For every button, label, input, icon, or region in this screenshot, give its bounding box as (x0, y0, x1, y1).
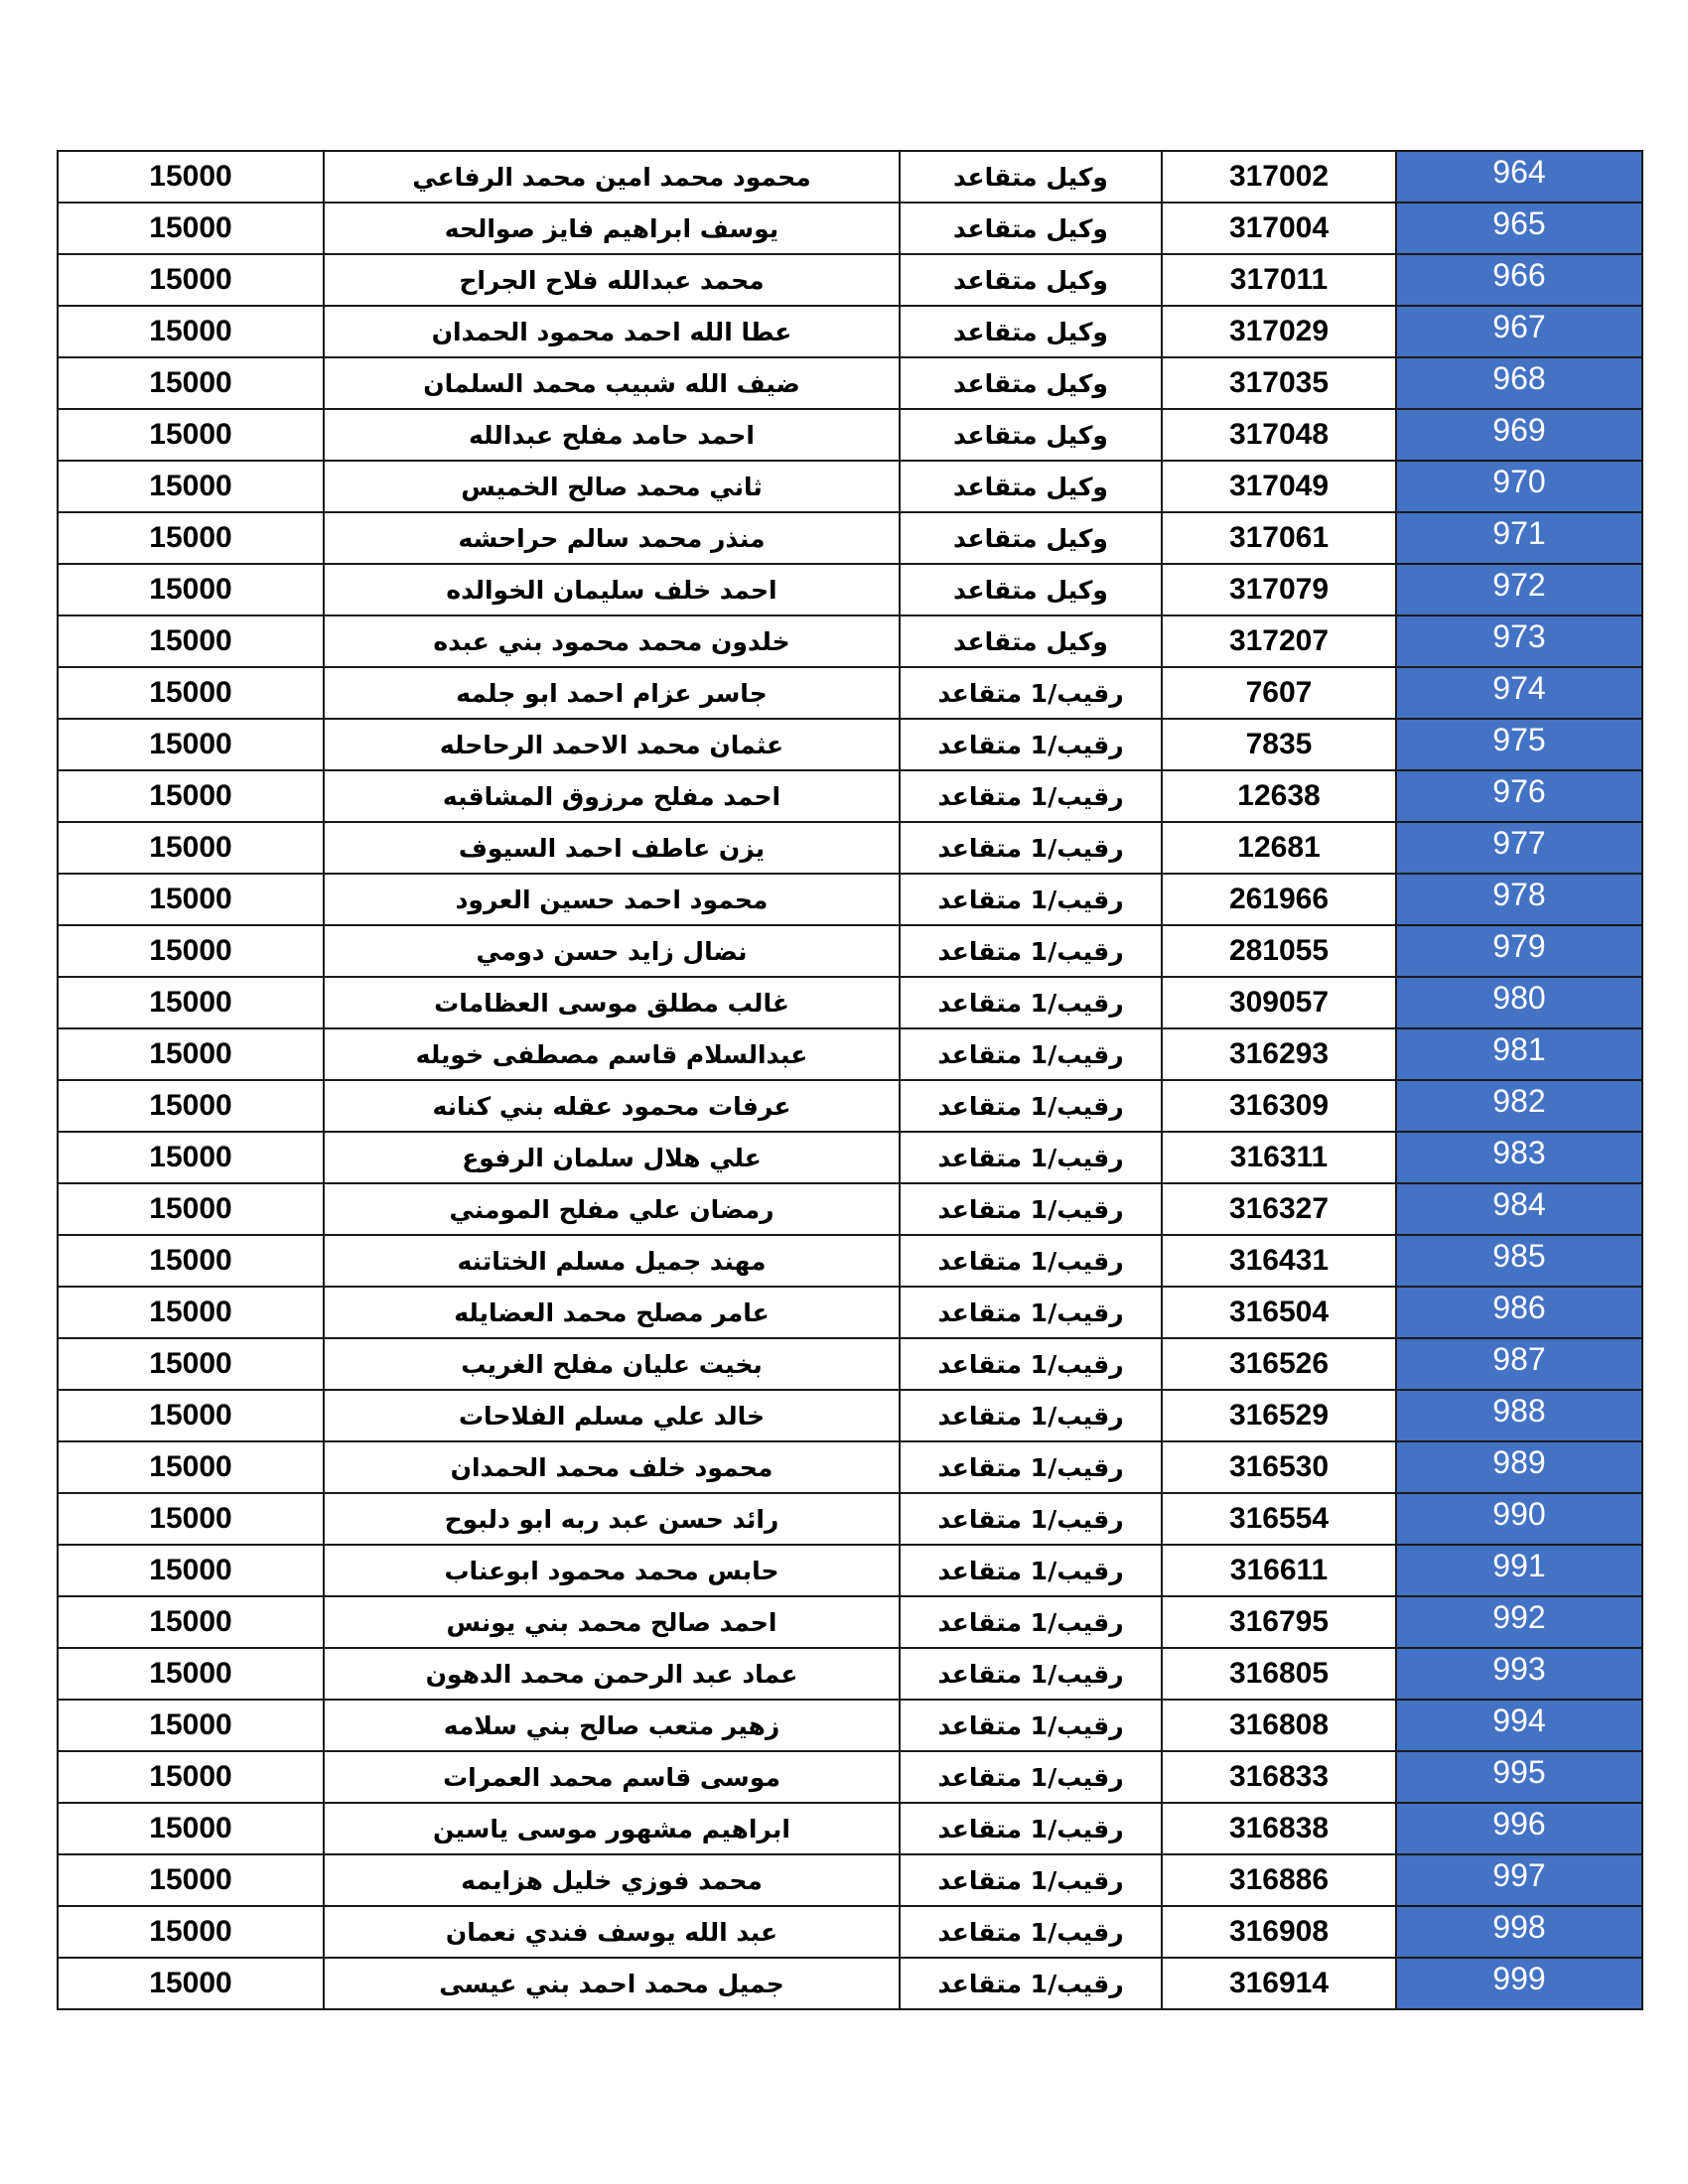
name-cell: رمضان علي مفلح المومني (324, 1183, 900, 1235)
table-row (58, 1028, 1642, 1080)
sequence-number-cell: 975 (1396, 719, 1642, 770)
id-number-cell: 316908 (1162, 1906, 1396, 1958)
sequence-number-cell: 972 (1396, 564, 1642, 615)
amount-cell: 15000 (58, 1287, 324, 1338)
amount-cell: 15000 (58, 1390, 324, 1441)
name-cell: نضال زايد حسن دومي (324, 925, 900, 977)
name-cell: مهند جميل مسلم الختاتنه (324, 1235, 900, 1287)
amount-cell: 15000 (58, 1958, 324, 2009)
amount-cell: 15000 (58, 1080, 324, 1132)
amount-cell: 15000 (58, 667, 324, 719)
rank-cell: وكيل متقاعد (900, 254, 1162, 306)
table-row (58, 1338, 1642, 1390)
name-cell: عبدالسلام قاسم مصطفى خويله (324, 1028, 900, 1080)
id-number-cell: 316431 (1162, 1235, 1396, 1287)
sequence-number-cell: 983 (1396, 1132, 1642, 1183)
sequence-number-cell: 978 (1396, 874, 1642, 925)
table-row (58, 1287, 1642, 1338)
amount-cell: 15000 (58, 1132, 324, 1183)
amount-cell: 15000 (58, 719, 324, 770)
name-cell: احمد صالح محمد بني يونس (324, 1596, 900, 1648)
table-row (58, 409, 1642, 461)
sequence-number-cell: 979 (1396, 925, 1642, 977)
sequence-number-cell: 977 (1396, 822, 1642, 874)
rank-cell: رقيب/1 متقاعد (900, 1648, 1162, 1700)
name-cell: حابس محمد محمود ابوعناب (324, 1545, 900, 1596)
sequence-number-cell: 968 (1396, 357, 1642, 409)
rank-cell: رقيب/1 متقاعد (900, 874, 1162, 925)
sequence-number-cell: 995 (1396, 1751, 1642, 1803)
name-cell: عطا الله احمد محمود الحمدان (324, 306, 900, 357)
name-cell: احمد حامد مفلح عبدالله (324, 409, 900, 461)
retirees-table (57, 150, 1643, 2010)
name-cell: عرفات محمود عقله بني كنانه (324, 1080, 900, 1132)
id-number-cell: 316504 (1162, 1287, 1396, 1338)
table-row (58, 564, 1642, 615)
id-number-cell: 316309 (1162, 1080, 1396, 1132)
id-number-cell: 316530 (1162, 1441, 1396, 1493)
table-row (58, 977, 1642, 1028)
id-number-cell: 12638 (1162, 770, 1396, 822)
sequence-number-cell: 994 (1396, 1700, 1642, 1751)
rank-cell: وكيل متقاعد (900, 357, 1162, 409)
name-cell: خلدون محمد محمود بني عبده (324, 615, 900, 667)
name-cell: ابراهيم مشهور موسى ياسين (324, 1803, 900, 1854)
id-number-cell: 317079 (1162, 564, 1396, 615)
name-cell: احمد خلف سليمان الخوالده (324, 564, 900, 615)
table-row (58, 874, 1642, 925)
sequence-number-cell: 970 (1396, 461, 1642, 512)
table-row (58, 1080, 1642, 1132)
sequence-number-cell: 971 (1396, 512, 1642, 564)
id-number-cell: 316554 (1162, 1493, 1396, 1545)
rank-cell: وكيل متقاعد (900, 461, 1162, 512)
table-row (58, 512, 1642, 564)
rank-cell: رقيب/1 متقاعد (900, 1751, 1162, 1803)
rank-cell: رقيب/1 متقاعد (900, 667, 1162, 719)
sequence-number-cell: 964 (1396, 151, 1642, 203)
table-row (58, 357, 1642, 409)
sequence-number-cell: 991 (1396, 1545, 1642, 1596)
rank-cell: وكيل متقاعد (900, 512, 1162, 564)
rank-cell: رقيب/1 متقاعد (900, 925, 1162, 977)
rank-cell: رقيب/1 متقاعد (900, 1028, 1162, 1080)
sequence-number-cell: 973 (1396, 615, 1642, 667)
id-number-cell: 316311 (1162, 1132, 1396, 1183)
name-cell: موسى قاسم محمد العمرات (324, 1751, 900, 1803)
amount-cell: 15000 (58, 1493, 324, 1545)
table-row (58, 461, 1642, 512)
rank-cell: رقيب/1 متقاعد (900, 1080, 1162, 1132)
table-row (58, 1545, 1642, 1596)
table-row (58, 306, 1642, 357)
name-cell: جاسر عزام احمد ابو جلمه (324, 667, 900, 719)
sequence-number-cell: 988 (1396, 1390, 1642, 1441)
sequence-number-cell: 999 (1396, 1958, 1642, 2009)
rank-cell: رقيب/1 متقاعد (900, 1596, 1162, 1648)
table-row (58, 254, 1642, 306)
sequence-number-cell: 993 (1396, 1648, 1642, 1700)
table-row (58, 719, 1642, 770)
name-cell: منذر محمد سالم حراحشه (324, 512, 900, 564)
amount-cell: 15000 (58, 822, 324, 874)
rank-cell: وكيل متقاعد (900, 306, 1162, 357)
table-row (58, 1183, 1642, 1235)
amount-cell: 15000 (58, 1028, 324, 1080)
amount-cell: 15000 (58, 1183, 324, 1235)
id-number-cell: 317002 (1162, 151, 1396, 203)
name-cell: علي هلال سلمان الرفوع (324, 1132, 900, 1183)
rank-cell: رقيب/1 متقاعد (900, 1545, 1162, 1596)
amount-cell: 15000 (58, 1648, 324, 1700)
amount-cell: 15000 (58, 254, 324, 306)
rank-cell: رقيب/1 متقاعد (900, 1338, 1162, 1390)
name-cell: غالب مطلق موسى العظامات (324, 977, 900, 1028)
sequence-number-cell: 976 (1396, 770, 1642, 822)
sequence-number-cell: 984 (1396, 1183, 1642, 1235)
name-cell: ضيف الله شبيب محمد السلمان (324, 357, 900, 409)
rank-cell: وكيل متقاعد (900, 203, 1162, 254)
sequence-number-cell: 992 (1396, 1596, 1642, 1648)
sequence-number-cell: 980 (1396, 977, 1642, 1028)
table-row (58, 1132, 1642, 1183)
amount-cell: 15000 (58, 306, 324, 357)
sequence-number-cell: 986 (1396, 1287, 1642, 1338)
id-number-cell: 316526 (1162, 1338, 1396, 1390)
amount-cell: 15000 (58, 1803, 324, 1854)
id-number-cell: 316914 (1162, 1958, 1396, 2009)
sequence-number-cell: 990 (1396, 1493, 1642, 1545)
sequence-number-cell: 982 (1396, 1080, 1642, 1132)
amount-cell: 15000 (58, 564, 324, 615)
name-cell: جميل محمد احمد بني عيسى (324, 1958, 900, 2009)
rank-cell: رقيب/1 متقاعد (900, 1958, 1162, 2009)
id-number-cell: 309057 (1162, 977, 1396, 1028)
table-row (58, 925, 1642, 977)
table-row (58, 151, 1642, 203)
sequence-number-cell: 987 (1396, 1338, 1642, 1390)
amount-cell: 15000 (58, 1545, 324, 1596)
sequence-number-cell: 969 (1396, 409, 1642, 461)
id-number-cell: 12681 (1162, 822, 1396, 874)
name-cell: عماد عبد الرحمن محمد الدهون (324, 1648, 900, 1700)
name-cell: محمد فوزي خليل هزايمه (324, 1854, 900, 1906)
rank-cell: رقيب/1 متقاعد (900, 1854, 1162, 1906)
sequence-number-cell: 985 (1396, 1235, 1642, 1287)
id-number-cell: 317011 (1162, 254, 1396, 306)
name-cell: احمد مفلح مرزوق المشاقبه (324, 770, 900, 822)
table-row (58, 203, 1642, 254)
amount-cell: 15000 (58, 874, 324, 925)
sequence-number-cell: 998 (1396, 1906, 1642, 1958)
rank-cell: رقيب/1 متقاعد (900, 1906, 1162, 1958)
sequence-number-cell: 989 (1396, 1441, 1642, 1493)
id-number-cell: 316838 (1162, 1803, 1396, 1854)
amount-cell: 15000 (58, 1596, 324, 1648)
rank-cell: وكيل متقاعد (900, 409, 1162, 461)
table-row (58, 1751, 1642, 1803)
id-number-cell: 317035 (1162, 357, 1396, 409)
amount-cell: 15000 (58, 1854, 324, 1906)
sequence-number-cell: 965 (1396, 203, 1642, 254)
name-cell: ثاني محمد صالح الخميس (324, 461, 900, 512)
amount-cell: 15000 (58, 203, 324, 254)
id-number-cell: 316293 (1162, 1028, 1396, 1080)
amount-cell: 15000 (58, 925, 324, 977)
id-number-cell: 317049 (1162, 461, 1396, 512)
sequence-number-cell: 996 (1396, 1803, 1642, 1854)
name-cell: محمد عبدالله فلاح الجراح (324, 254, 900, 306)
id-number-cell: 261966 (1162, 874, 1396, 925)
amount-cell: 15000 (58, 1441, 324, 1493)
amount-cell: 15000 (58, 1906, 324, 1958)
name-cell: عثمان محمد الاحمد الرحاحله (324, 719, 900, 770)
amount-cell: 15000 (58, 409, 324, 461)
table-row (58, 667, 1642, 719)
rank-cell: وكيل متقاعد (900, 615, 1162, 667)
amount-cell: 15000 (58, 1338, 324, 1390)
table-row (58, 615, 1642, 667)
table-row (58, 1596, 1642, 1648)
id-number-cell: 7607 (1162, 667, 1396, 719)
rank-cell: رقيب/1 متقاعد (900, 1700, 1162, 1751)
table-row (58, 1700, 1642, 1751)
rank-cell: رقيب/1 متقاعد (900, 1493, 1162, 1545)
amount-cell: 15000 (58, 461, 324, 512)
table-row (58, 1235, 1642, 1287)
rank-cell: رقيب/1 متقاعد (900, 1803, 1162, 1854)
amount-cell: 15000 (58, 615, 324, 667)
table-row (58, 1441, 1642, 1493)
rank-cell: رقيب/1 متقاعد (900, 770, 1162, 822)
rank-cell: رقيب/1 متقاعد (900, 1183, 1162, 1235)
table-body (58, 151, 1642, 2009)
id-number-cell: 317207 (1162, 615, 1396, 667)
name-cell: يوسف ابراهيم فايز صوالحه (324, 203, 900, 254)
amount-cell: 15000 (58, 357, 324, 409)
table-row (58, 1493, 1642, 1545)
name-cell: عبد الله يوسف فندي نعمان (324, 1906, 900, 1958)
name-cell: عامر مصلح محمد العضايله (324, 1287, 900, 1338)
rank-cell: رقيب/1 متقاعد (900, 1287, 1162, 1338)
id-number-cell: 317061 (1162, 512, 1396, 564)
id-number-cell: 316886 (1162, 1854, 1396, 1906)
name-cell: بخيت عليان مفلح الغريب (324, 1338, 900, 1390)
id-number-cell: 316805 (1162, 1648, 1396, 1700)
rank-cell: رقيب/1 متقاعد (900, 977, 1162, 1028)
rank-cell: رقيب/1 متقاعد (900, 719, 1162, 770)
rank-cell: وكيل متقاعد (900, 564, 1162, 615)
id-number-cell: 316327 (1162, 1183, 1396, 1235)
name-cell: خالد علي مسلم الفلاحات (324, 1390, 900, 1441)
table-row (58, 1648, 1642, 1700)
name-cell: محمود خلف محمد الحمدان (324, 1441, 900, 1493)
rank-cell: رقيب/1 متقاعد (900, 1390, 1162, 1441)
amount-cell: 15000 (58, 151, 324, 203)
amount-cell: 15000 (58, 1751, 324, 1803)
sequence-number-cell: 981 (1396, 1028, 1642, 1080)
name-cell: يزن عاطف احمد السيوف (324, 822, 900, 874)
id-number-cell: 316529 (1162, 1390, 1396, 1441)
rank-cell: وكيل متقاعد (900, 151, 1162, 203)
name-cell: رائد حسن عبد ربه ابو دلبوح (324, 1493, 900, 1545)
table-row (58, 1854, 1642, 1906)
id-number-cell: 281055 (1162, 925, 1396, 977)
id-number-cell: 317029 (1162, 306, 1396, 357)
id-number-cell: 316795 (1162, 1596, 1396, 1648)
table-row (58, 1390, 1642, 1441)
amount-cell: 15000 (58, 512, 324, 564)
table-row (58, 822, 1642, 874)
table-row (58, 1958, 1642, 2009)
sequence-number-cell: 967 (1396, 306, 1642, 357)
amount-cell: 15000 (58, 1235, 324, 1287)
sequence-number-cell: 997 (1396, 1854, 1642, 1906)
id-number-cell: 316833 (1162, 1751, 1396, 1803)
id-number-cell: 317004 (1162, 203, 1396, 254)
name-cell: محمود احمد حسين العرود (324, 874, 900, 925)
name-cell: محمود محمد امين محمد الرفاعي (324, 151, 900, 203)
rank-cell: رقيب/1 متقاعد (900, 1235, 1162, 1287)
id-number-cell: 316611 (1162, 1545, 1396, 1596)
id-number-cell: 7835 (1162, 719, 1396, 770)
table-row (58, 1906, 1642, 1958)
name-cell: زهير متعب صالح بني سلامه (324, 1700, 900, 1751)
id-number-cell: 317048 (1162, 409, 1396, 461)
sequence-number-cell: 966 (1396, 254, 1642, 306)
table-row (58, 770, 1642, 822)
amount-cell: 15000 (58, 977, 324, 1028)
rank-cell: رقيب/1 متقاعد (900, 1441, 1162, 1493)
amount-cell: 15000 (58, 1700, 324, 1751)
id-number-cell: 316808 (1162, 1700, 1396, 1751)
rank-cell: رقيب/1 متقاعد (900, 822, 1162, 874)
sequence-number-cell: 974 (1396, 667, 1642, 719)
table-row (58, 1803, 1642, 1854)
rank-cell: رقيب/1 متقاعد (900, 1132, 1162, 1183)
amount-cell: 15000 (58, 770, 324, 822)
